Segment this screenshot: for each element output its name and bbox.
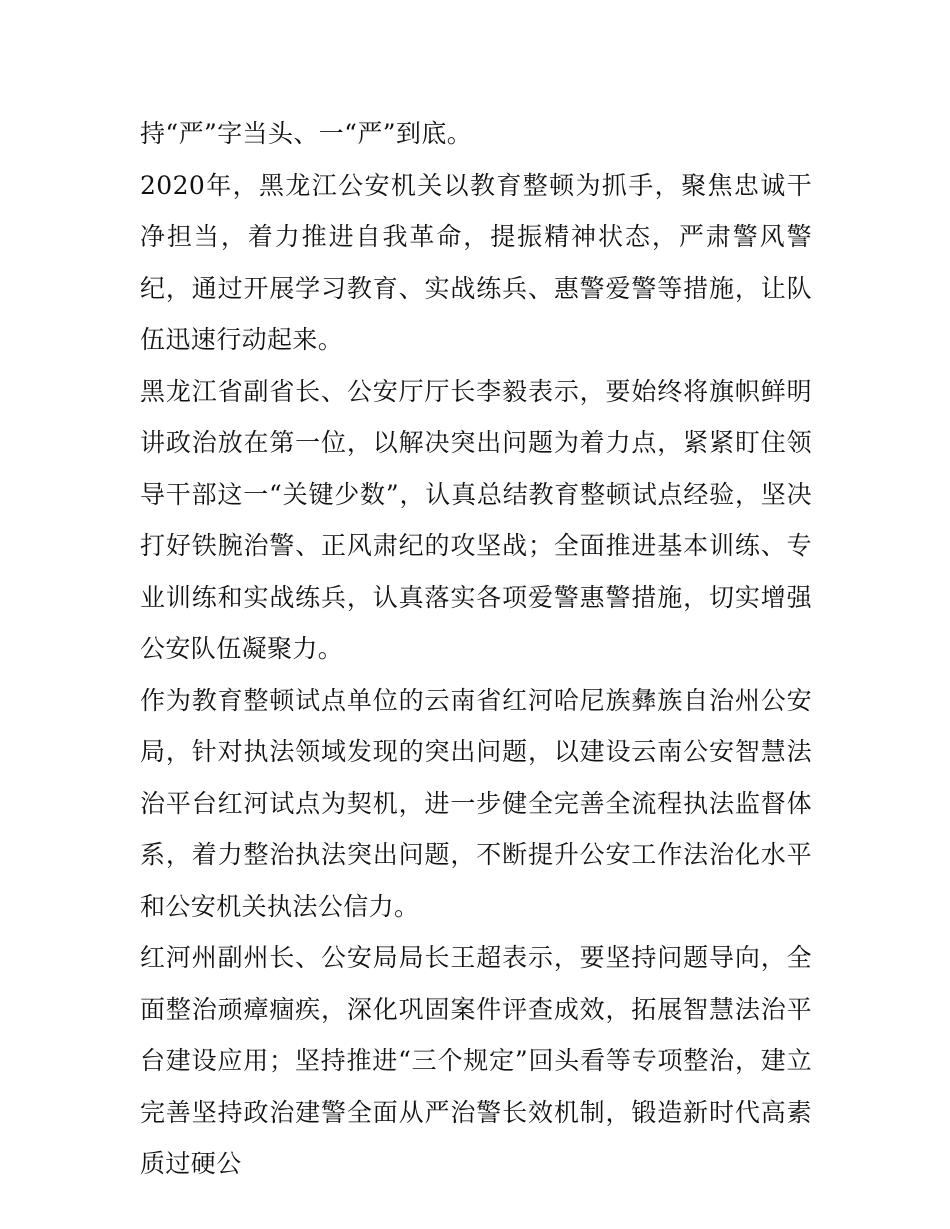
paragraph: 2020年，黑龙江公安机关以教育整顿为抓手，聚焦忠诚干净担当，着力推进自我革命，提振精神状态，严肃警风警纪，通过开展学习教育、实战练兵、惠警爱警等措施，让队伍迅速行动起来。 — [140, 170, 812, 354]
document-body — [140, 108, 812, 1190]
paragraph: 黑龙江省副省长、公安厅厅长李毅表示，要始终将旗帜鲜明讲政治放在第一位，以解决突出问题为着力点，紧紧盯住领导干部这一“关键少数”，认真总结教育整顿试点经验，坚决打好铁腕治警、正风肃纪的攻坚战；全面推进基本训练、专业训练和实战练兵，认真落实各项爱警惠警措施，切实增强公安队伍凝聚力。 — [140, 376, 812, 663]
paragraph: 作为教育整顿试点单位的云南省红河哈尼族彝族自治州公安局，针对执法领域发现的突出问题，以建设云南公安智慧法治平台红河试点为契机，进一步健全完善全流程执法监督体系，着力整治执法突出问题，不断提升公安工作法治化水平和公安机关执法公信力。 — [140, 685, 812, 921]
paragraph: 红河州副州长、公安局局长王超表示，要坚持问题导向，全面整治顽瘴痼疾，深化巩固案件评查成效，拓展智慧法治平台建设应用；坚持推进“三个规定”回头看等专项整治，建立完善坚持政治建警全面从严治警长效机制，锻造新时代高素质过硬公 — [140, 943, 812, 1178]
paragraph: 持“严”字当头、一“严”到底。 — [140, 119, 473, 148]
